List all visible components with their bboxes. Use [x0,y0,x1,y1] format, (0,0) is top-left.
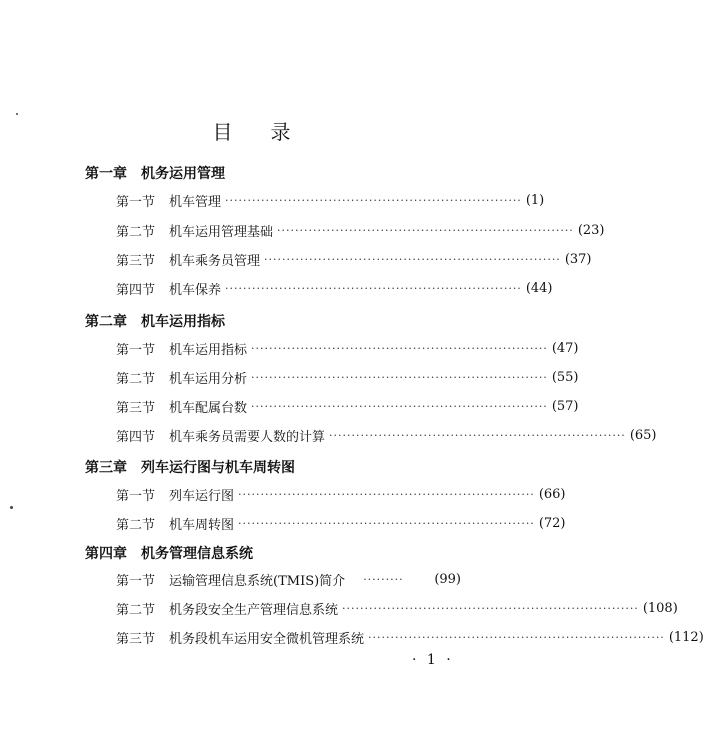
section-title: 机车运用管理基础 [169,224,274,240]
page-number: (47) [551,340,579,356]
page-number: (99) [434,571,461,587]
chapter-number: 第三章 [85,460,127,476]
dot-leader: ·································································· [251,370,548,384]
page-number: (37) [564,251,592,267]
dot-leader: ·································································· [329,428,626,442]
page-number: (1) [525,192,545,208]
dot-leader: ·································································· [225,193,522,207]
toc-entry[interactable] [116,425,657,445]
section-number: 第四节 [116,429,156,445]
toc-entry[interactable] [116,190,545,210]
page-number: (55) [551,369,579,385]
page-number: (57) [551,398,579,414]
chapter-heading [85,163,225,183]
chapter-title: 列车运行图与机车周转图 [141,460,295,476]
chapter-title: 机车运用指标 [141,314,225,330]
chapter-title: 机务管理信息系统 [141,546,253,562]
section-title: 机车周转图 [169,517,235,533]
section-title: 机车管理 [169,194,222,210]
toc-entry[interactable] [116,220,605,240]
dot-leader: ·································································· [264,252,561,266]
chapter-heading [85,457,295,477]
section-title: 机车运用分析 [169,371,248,387]
section-number: 第一节 [116,488,156,504]
page-number: (108) [642,600,678,616]
dot-leader: ·································································· [251,341,548,355]
chapter-title: 机务运用管理 [141,166,225,182]
toc-entry[interactable] [116,484,566,504]
section-title: 机车乘务员需要人数的计算 [169,429,326,445]
section-number: 第一节 [116,573,156,589]
section-title: 列车运行图 [169,488,235,504]
toc-entry[interactable] [116,569,461,589]
dot-leader: ·································································· [238,487,535,501]
toc-entry[interactable] [116,367,579,387]
dot-leader: ·································································· [238,516,535,530]
toc-entry[interactable] [116,338,579,358]
page-number: (72) [538,515,566,531]
section-number: 第三节 [116,400,156,416]
toc-entry[interactable] [116,249,592,269]
section-title: 机务段机车运用安全微机管理系统 [169,631,365,647]
section-number: 第三节 [116,253,156,269]
dot-leader: ·································································· [277,223,574,237]
section-title: 运输管理信息系统(TMIS)简介 [169,573,346,589]
chapter-number: 第二章 [85,314,127,330]
page-number: (112) [668,629,704,645]
toc-title-char-2: 录 [270,120,293,144]
section-title: 机车运用指标 [169,342,248,358]
section-number: 第三节 [116,631,156,647]
section-number: 第二节 [116,602,156,618]
dot-leader: ·································································· [342,601,639,615]
section-number: 第二节 [116,224,156,240]
section-number: 第四节 [116,282,156,298]
folio-page-number: · 1 · [412,652,454,668]
scan-speck [10,506,13,509]
section-number: 第一节 [116,342,156,358]
toc-title-char-1: 目 [212,120,235,144]
section-title: 机车配属台数 [169,400,248,416]
toc-entry[interactable] [116,396,579,416]
dot-leader: ·································································· [225,281,522,295]
section-title: 机车乘务员管理 [169,253,261,269]
section-number: 第二节 [116,517,156,533]
chapter-number: 第四章 [85,546,127,562]
toc-entry[interactable] [116,513,566,533]
chapter-number: 第一章 [85,166,127,182]
scan-speck [16,113,18,115]
page-number: (66) [538,486,566,502]
dot-leader: ·································································· [251,399,548,413]
toc-title [0,116,505,145]
chapter-heading [85,543,253,563]
page-number: (23) [577,222,605,238]
toc-entry[interactable] [116,598,678,618]
toc-entry[interactable] [116,627,704,647]
dot-leader: ·································································· [368,630,665,644]
section-number: 第一节 [116,194,156,210]
page-number: (65) [629,427,657,443]
page-number: (44) [525,280,553,296]
dot-leader: ········· [363,572,404,586]
toc-entry[interactable] [116,278,553,298]
section-title: 机务段安全生产管理信息系统 [169,602,339,618]
section-number: 第二节 [116,371,156,387]
section-title: 机车保养 [169,282,222,298]
chapter-heading [85,311,225,331]
